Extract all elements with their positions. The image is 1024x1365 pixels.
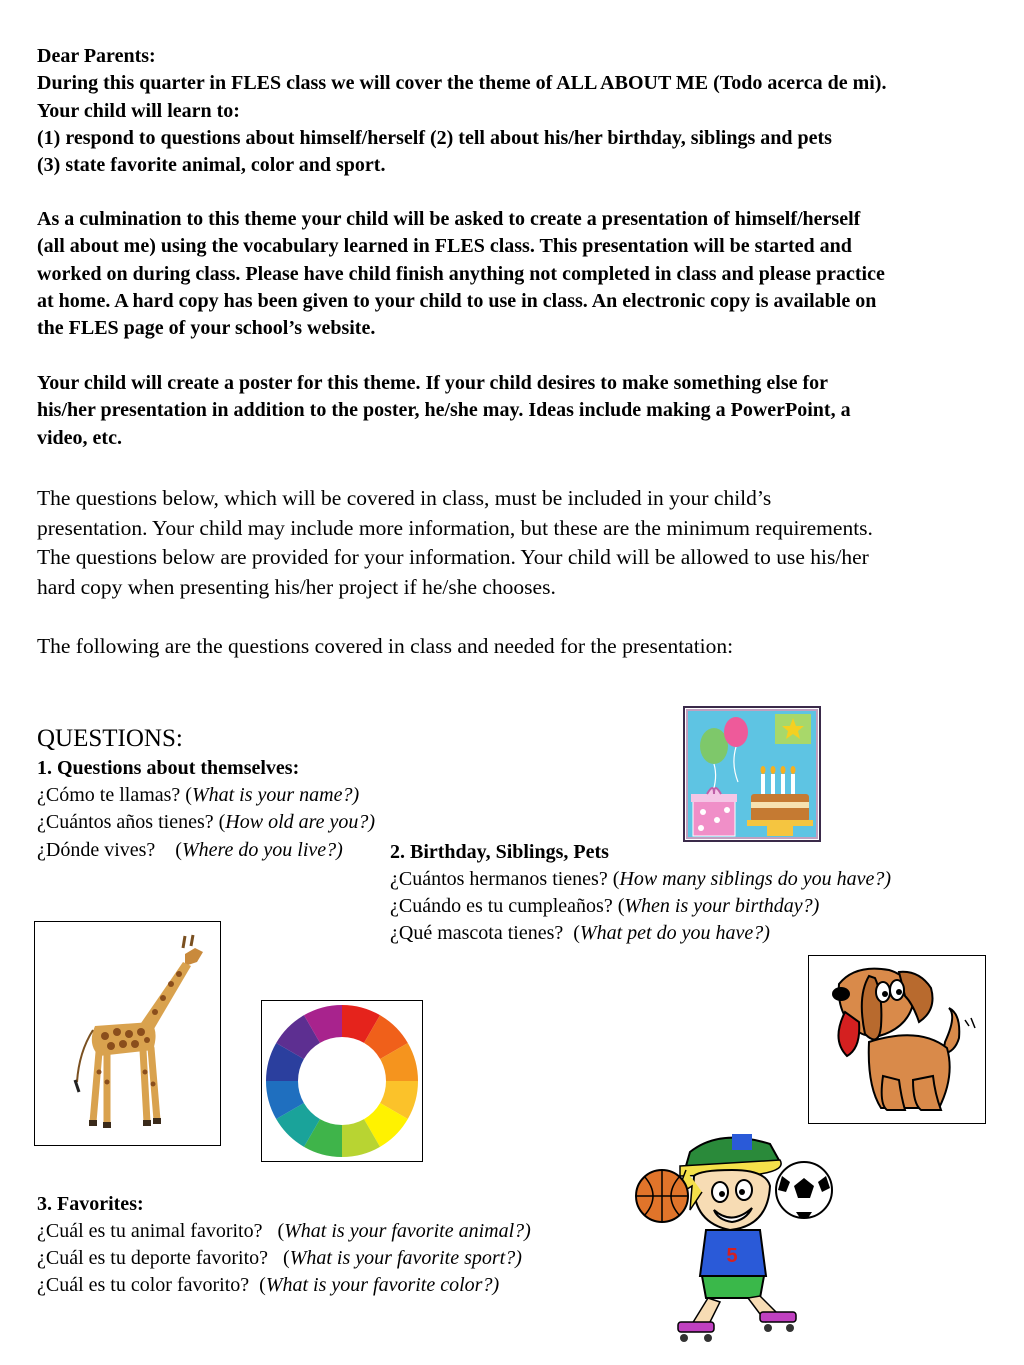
culmination-line: at home. A hard copy has been given to your child to use in class. An electronic copy is available on <box>37 289 877 312</box>
following-line: The following are the questions covered in class and needed for the presentation: <box>37 634 734 658</box>
giraffe-image <box>34 921 221 1146</box>
learn-line: Your child will learn to: <box>37 99 240 122</box>
questions-line: The questions below, which will be covered in class, must be included in your child’s <box>37 486 772 510</box>
color-wheel-icon <box>262 1001 422 1161</box>
question-es: ¿Cuántos años tienes? ( <box>37 811 226 833</box>
question-item <box>37 1218 531 1245</box>
question-es: ¿Cuál es tu deporte favorito? ( <box>37 1247 290 1269</box>
question-es: ¿Cuál es tu color favorito? ( <box>37 1274 266 1296</box>
poster-line: Your child will create a poster for this theme. If your child desires to make something else for <box>37 372 829 394</box>
question-en: What is your favorite color?) <box>265 1274 500 1296</box>
question-en: What is your favorite sport?) <box>289 1247 522 1269</box>
kid-with-balls-icon <box>620 1126 846 1346</box>
questions-heading: QUESTIONS: <box>37 725 183 752</box>
question-item <box>390 893 819 920</box>
culmination-line: the FLES page of your school’s website. <box>37 317 376 340</box>
greeting: Dear Parents: <box>37 45 156 67</box>
birthday-party-icon <box>685 708 819 840</box>
question-item <box>37 782 359 809</box>
letter-intro <box>37 43 1017 179</box>
question-item <box>37 1245 522 1272</box>
question-es: ¿Cuál es tu animal favorito? ( <box>37 1220 285 1242</box>
birthday-image <box>683 706 821 842</box>
dog-icon <box>809 956 985 1123</box>
intro-line: During this quarter in FLES class we will cover the theme of ALL ABOUT ME (Todo acerca de mi). <box>37 72 887 95</box>
poster-paragraph <box>37 370 1017 452</box>
kid-sports-image <box>620 1126 846 1346</box>
question-en: What is your name?) <box>191 784 360 806</box>
question-es: ¿Cuándo es tu cumpleaños? ( <box>390 895 625 917</box>
item-line-2: (3) state favorite animal, color and sport. <box>37 154 386 177</box>
questions-line: presentation. Your child may include more information, but these are the minimum requirements. <box>37 515 873 540</box>
question-es: ¿Cuántos hermanos tienes? ( <box>390 868 620 890</box>
question-en: What is your favorite animal?) <box>284 1220 531 1242</box>
question-es: ¿Dónde vives? ( <box>37 839 182 861</box>
item-line-1: (1) respond to questions about himself/herself (2) tell about his/her birthday, siblings and pets <box>37 126 832 149</box>
culmination-line: worked on during class. Please have child finish anything not completed in class and please practice <box>37 262 885 285</box>
question-item <box>37 809 375 836</box>
question-es: ¿Qué mascota tienes? ( <box>390 922 580 944</box>
question-en: How old are you?) <box>225 811 376 833</box>
question-item <box>390 866 891 893</box>
section3-title: 3. Favorites: <box>37 1193 144 1215</box>
question-en: When is your birthday?) <box>624 895 820 917</box>
culmination-line: (all about me) using the vocabulary learned in FLES class. This presentation will be started and <box>37 235 852 258</box>
giraffe-icon <box>35 922 220 1145</box>
question-en: How many siblings do you have?) <box>619 868 892 890</box>
color-wheel-image <box>261 1000 423 1162</box>
svg-text:5: 5 <box>726 1245 738 1267</box>
question-es: ¿Cómo te llamas? ( <box>37 784 192 806</box>
poster-line: video, etc. <box>37 426 122 449</box>
question-item <box>37 1272 499 1299</box>
culmination-paragraph <box>37 206 1017 342</box>
question-en: What pet do you have?) <box>579 922 770 944</box>
questions-paragraph <box>37 484 1017 602</box>
culmination-line: As a culmination to this theme your child will be asked to create a presentation of himself/herself <box>37 208 861 230</box>
questions-line: hard copy when presenting his/her project if he/she chooses. <box>37 574 556 599</box>
question-item <box>37 837 343 864</box>
question-en: Where do you live?) <box>181 839 343 861</box>
questions-line: The questions below are provided for your information. Your child will be allowed to use his/her <box>37 545 869 569</box>
dog-image <box>808 955 986 1124</box>
section2-title: 2. Birthday, Siblings, Pets <box>390 841 609 863</box>
section1-title: 1. Questions about themselves: <box>37 757 300 779</box>
question-item <box>390 920 770 947</box>
poster-line: his/her presentation in addition to the poster, he/she may. Ideas include making a PowerPoint, a <box>37 399 851 422</box>
